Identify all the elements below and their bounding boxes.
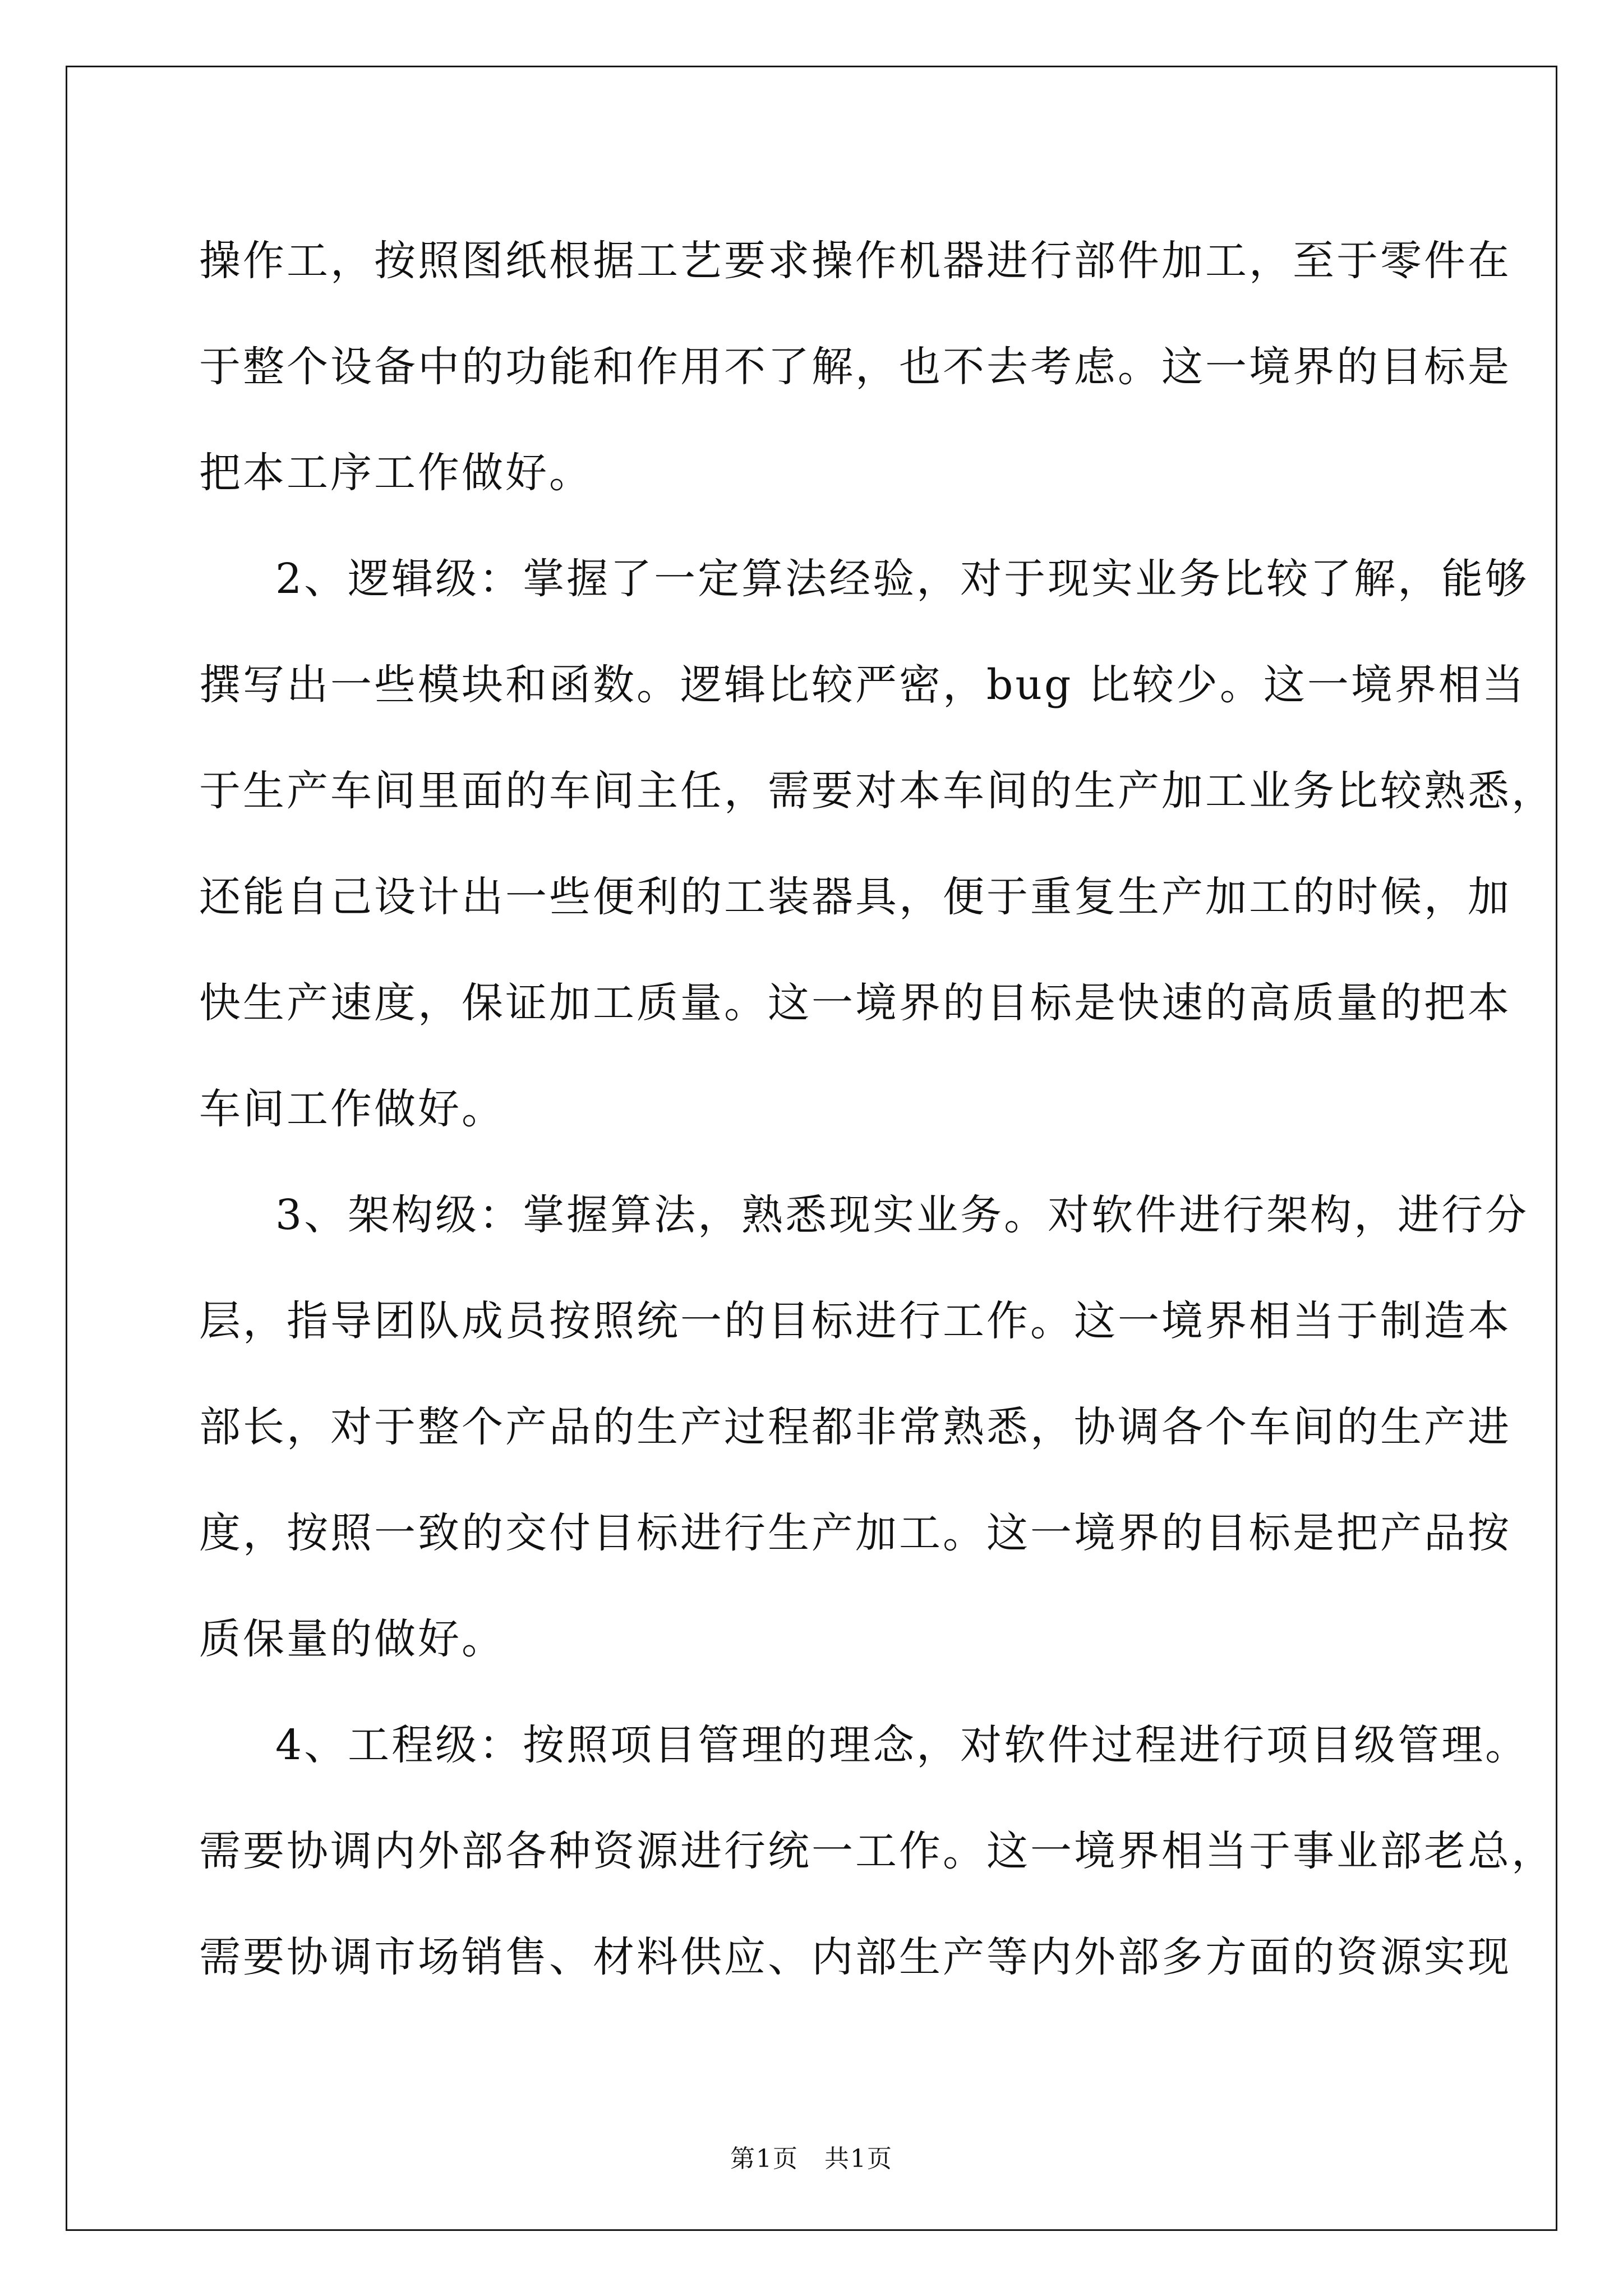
paragraph-line: 质保量的做好。 <box>199 1615 505 1663</box>
paragraph-line: 4、工程级：按照项目管理的理念，对软件过程进行项目级管理。 <box>275 1721 1529 1769</box>
paragraph-line: 度，按照一致的交付目标进行生产加工。这一境界的目标是把产品按 <box>199 1509 1511 1557</box>
paragraph-line: 层，指导团队成员按照统一的目标进行工作。这一境界相当于制造本 <box>199 1297 1511 1345</box>
paragraph-line: 撰写出一些模块和函数。逻辑比较严密，bug 比较少。这一境界相当 <box>199 661 1526 709</box>
paragraph-line: 2、逻辑级：掌握了一定算法经验，对于现实业务比较了解，能够 <box>275 555 1529 603</box>
paragraph-line: 于整个设备中的功能和作用不了解，也不去考虑。这一境界的目标是 <box>199 343 1511 391</box>
paragraph-line: 还能自己设计出一些便利的工装器具，便于重复生产加工的时候，加 <box>199 873 1511 921</box>
paragraph-1 <box>199 219 1511 537</box>
paragraph-line: 快生产速度，保证加工质量。这一境界的目标是快速的高质量的把本 <box>199 979 1511 1027</box>
paragraph-line: 3、架构级：掌握算法，熟悉现实业务。对软件进行架构，进行分 <box>275 1191 1529 1239</box>
paragraph-line: 部长，对于整个产品的生产过程都非常熟悉，协调各个车间的生产进 <box>199 1403 1511 1451</box>
paragraph-line: 需要协调市场销售、材料供应、内部生产等内外部多方面的资源实现 <box>199 1933 1511 1981</box>
paragraph-2 <box>199 537 1555 1173</box>
paragraph-line: 车间工作做好。 <box>199 1085 505 1133</box>
paragraph-line: 需要协调内外部各种资源进行统一工作。这一境界相当于事业部老总， <box>199 1827 1555 1875</box>
paragraph-4 <box>199 1703 1555 2021</box>
document-body <box>199 219 1555 2021</box>
paragraph-line: 操作工，按照图纸根据工艺要求操作机器进行部件加工，至于零件在 <box>199 237 1511 285</box>
paragraph-3 <box>199 1173 1529 1703</box>
paragraph-line: 于生产车间里面的车间主任，需要对本车间的生产加工业务比较熟悉， <box>199 767 1555 815</box>
page-number-footer: 第1页 共1页 <box>730 2145 893 2173</box>
paragraph-line: 把本工序工作做好。 <box>199 449 593 497</box>
